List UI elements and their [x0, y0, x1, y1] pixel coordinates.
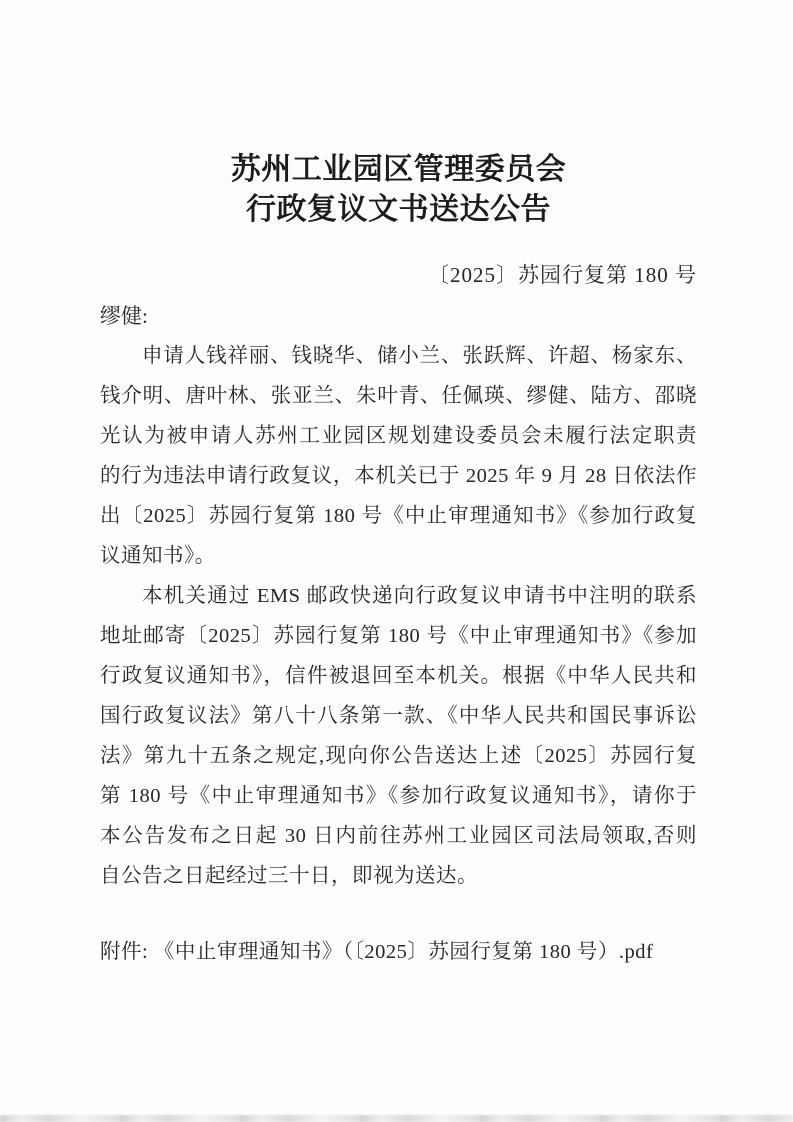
document-number: 〔2025〕苏园行复第 180 号 [428, 263, 697, 287]
text-line: 地址邮寄〔2025〕苏园行复第 180 号《中止审理通知书》《参加 [100, 625, 697, 647]
attachment-line: 附件: 《中止审理通知书》（〔2025〕苏园行复第 180 号）.pdf [100, 941, 654, 963]
text-line: 行政复议通知书》，信件被退回至本机关。根据《中华人民共和 [100, 665, 697, 687]
text-line: 申请人钱祥丽、钱晓华、储小兰、张跃辉、许超、杨家东、 [142, 345, 697, 367]
paragraph-1 [100, 336, 697, 576]
text-line: 光认为被申请人苏州工业园区规划建设委员会未履行法定职责 [100, 425, 697, 447]
text-line: 国行政复议法》第八十八条第一款、《中华人民共和国民事诉讼 [100, 705, 697, 727]
text-line: 第 180 号《中止审理通知书》《参加行政复议通知书》，请你于 [100, 785, 697, 807]
addressee: 缪健: [100, 304, 148, 328]
title-line-1: 苏州工业园区管理委员会 [230, 153, 567, 186]
text-line: 本公告发布之日起 30 日内前往苏州工业园区司法局领取,否则 [100, 825, 697, 847]
text-line: 议通知书》。 [100, 545, 216, 567]
text-line: 法》第九十五条之规定,现向你公告送达上述〔2025〕苏园行复 [100, 745, 697, 767]
title-line-2: 行政复议文书送达公告 [246, 193, 551, 226]
text-line: 钱介明、唐叶林、张亚兰、朱叶青、任佩瑛、缪健、陆方、邵晓 [100, 385, 697, 407]
document-title [100, 150, 697, 230]
text-line: 自公告之日起经过三十日，即视为送达。 [100, 865, 478, 887]
text-line: 的行为违法申请行政复议，本机关已于 2025 年 9 月 28 日依法作 [100, 465, 697, 487]
document-content [100, 0, 697, 972]
text-line: 出〔2025〕苏园行复第 180 号《中止审理通知书》《参加行政复 [100, 505, 697, 527]
paragraph-2 [100, 576, 697, 896]
scan-artifact-bottom [0, 1115, 793, 1122]
text-line: 本机关通过 EMS 邮政快递向行政复议申请书中注明的联系 [142, 585, 697, 607]
